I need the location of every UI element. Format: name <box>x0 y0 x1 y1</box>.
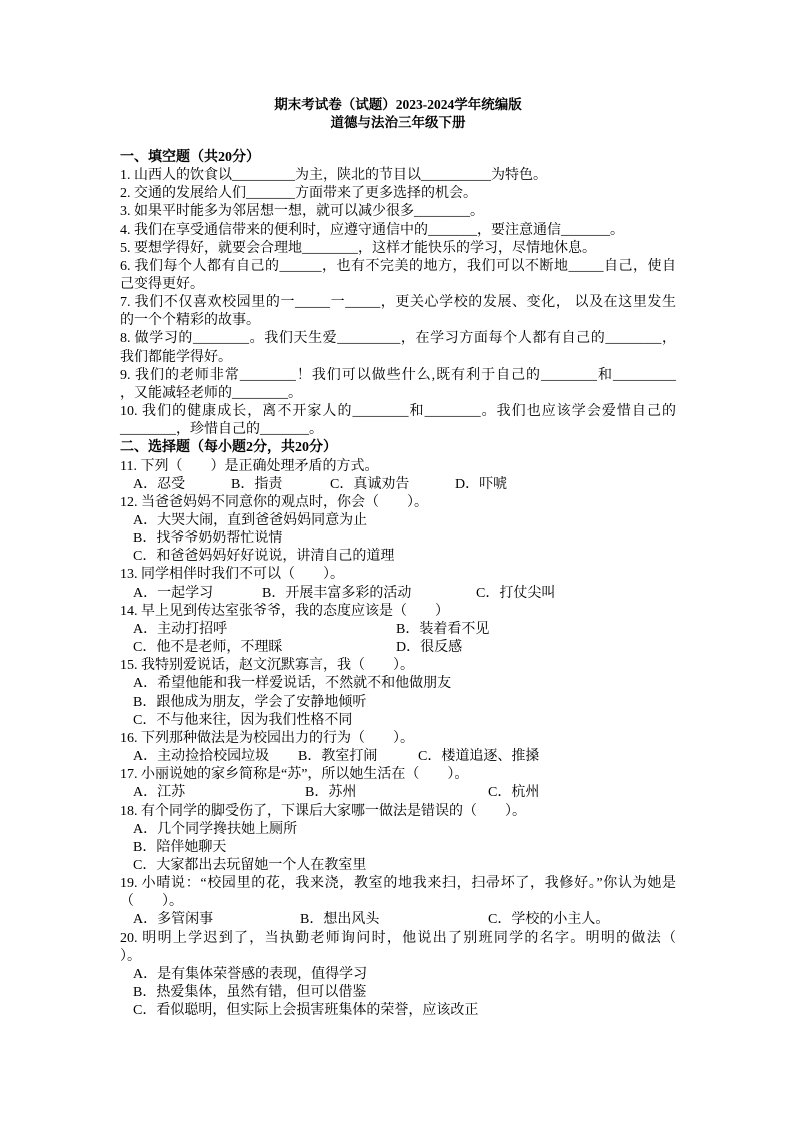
question-text: 14. 早上见到传达室张爷爷，我的态度应该是（ ） <box>120 603 449 619</box>
header-spacer <box>120 132 676 149</box>
option-a: A．希望他能和我一样爱说话，不然就不和他做朋友 <box>133 676 452 692</box>
question-6 <box>120 258 676 294</box>
option-c: C．不与他来往，因为我们性格不同 <box>133 712 353 728</box>
option-c: C．他不是老师，不理睬 <box>133 640 283 656</box>
question-text: 20. 明明上学迟到了，当执勤老师询问时，他说出了别班同学的名字。明明的做法（ <box>120 930 676 946</box>
option-a: A．主动打招呼 <box>133 621 228 637</box>
question-text-continued: 的一个个精彩的故事。 <box>120 313 260 329</box>
question-4 <box>120 222 676 240</box>
option-a: A．是有集体荣誉感的表现，值得学习 <box>133 966 368 982</box>
question-3 <box>120 203 676 221</box>
question-11 <box>120 458 676 494</box>
option-row <box>120 748 676 766</box>
option-c: C．看似聪明，但实际上会损害班集体的荣誉，应该改正 <box>133 1003 479 1019</box>
question-15 <box>120 657 676 730</box>
exam-title: 期末考试卷（试题）2023-2024学年统编版 <box>274 97 522 112</box>
option-c: C．杭州 <box>488 785 540 801</box>
question-text: 6. 我们每个人都有自己的______，也有不完美的地方，我们可以不断地_____自己，使自 <box>120 258 676 274</box>
option-row <box>120 911 676 929</box>
question-text: 9. 我们的老师非常________！我们可以做些什么,既有利于自己的________和_________ <box>120 367 676 383</box>
question-text: 13. 同学相伴时我们不可以（ ）。 <box>120 567 344 583</box>
question-text-continued: （ ）。 <box>120 894 183 910</box>
question-18 <box>120 803 676 876</box>
question-7 <box>120 294 676 330</box>
option-a: A．多管闲事 <box>133 912 214 928</box>
question-5 <box>120 240 676 258</box>
option-row <box>120 621 676 639</box>
question-19 <box>120 875 676 929</box>
option-c: C．打仗尖叫 <box>476 585 556 601</box>
question-14 <box>120 603 676 657</box>
question-8 <box>120 330 676 366</box>
option-a: A．大哭大闹，直到爸爸妈妈同意为止 <box>133 513 368 529</box>
option-row <box>120 784 676 802</box>
option-c: C．楼道追逐、推搡 <box>418 749 540 765</box>
question-text-continued: ，又能减轻老师的________。 <box>120 385 302 401</box>
option-a: A．忍受 <box>133 476 186 492</box>
option-a: A．几个同学搀扶她上厕所 <box>133 821 298 837</box>
option-a: A．一起学习 <box>133 585 214 601</box>
question-text: 7. 我们不仅喜欢校园里的一_____一_____，更关心学校的发展、变化， 以及在这里发生 <box>120 295 676 311</box>
option-row <box>120 639 676 657</box>
option-b: B．开展丰富多彩的活动 <box>262 585 412 601</box>
option-b: B．跟他成为朋友，学会了安静地倾听 <box>133 694 367 710</box>
exam-content <box>120 96 676 1020</box>
option-d: D．吓唬 <box>455 476 508 492</box>
question-text: 5. 要想学得好，就要会合理地________，这样才能快乐的学习，尽情地休息。 <box>120 240 596 256</box>
question-text: 11. 下列（ ）是正确处理矛盾的方式。 <box>120 458 379 474</box>
option-b: B．想出风头 <box>300 912 380 928</box>
question-text: 4. 我们在享受通信带来的便利时，应遵守通信中的_______，要注意通信_______。 <box>120 222 624 238</box>
question-text: 18. 有个同学的脚受伤了，下课后大家哪一做法是错误的（ ）。 <box>120 803 526 819</box>
question-text: 12. 当爸爸妈妈不同意你的观点时，你会（ ）。 <box>120 494 428 510</box>
question-12 <box>120 494 676 567</box>
question-text: 15. 我特别爱说话，赵文沉默寡言，我（ ）。 <box>120 658 414 674</box>
question-9 <box>120 367 676 403</box>
question-2 <box>120 185 676 203</box>
option-b: B．指责 <box>231 476 283 492</box>
option-b: B．找爷爷奶奶帮忙说情 <box>133 531 283 547</box>
question-text-continued: ________，珍惜自己的_______。 <box>120 422 323 438</box>
question-text: 8. 做学习的________。我们天生爱_________，在学习方面每个人都有自己的________， <box>120 331 676 347</box>
question-17 <box>120 766 676 802</box>
question-text-continued: 我们都能学得好。 <box>120 349 232 365</box>
question-text: 16. 下列那种做法是为校园出力的行为（ ）。 <box>120 730 414 746</box>
question-text: 2. 交通的发展给人们_______方面带来了更多选择的机会。 <box>120 186 477 202</box>
question-text: 1. 山西人的饮食以_________为主，陕北的节目以__________为特色。 <box>120 168 547 184</box>
option-b: B．装着看不见 <box>396 621 490 637</box>
question-20 <box>120 930 676 1021</box>
question-text: 10. 我们的健康成长，离不开家人的________和________。我们也应该学会爱惜自己的 <box>120 404 676 420</box>
option-c: C．大家都出去玩留她一个人在教室里 <box>133 857 367 873</box>
question-13 <box>120 566 676 602</box>
option-a: A．主动捡拾校园垃圾 <box>133 749 270 765</box>
question-text: 17. 小丽说她的家乡简称是“苏”，所以她生活在（ ）。 <box>120 767 469 783</box>
option-b: B．陪伴她聊天 <box>133 839 227 855</box>
option-c: C．学校的小主人。 <box>488 912 610 928</box>
question-text-continued: 己变得更好。 <box>120 276 204 292</box>
option-c: C．和爸爸妈妈好好说说，讲清自己的道理 <box>133 549 395 565</box>
option-c: C．真诚劝告 <box>330 476 410 492</box>
question-text-continued: ）。 <box>120 948 141 964</box>
question-10 <box>120 403 676 439</box>
exam-subtitle: 道德与法治三年级下册 <box>330 115 466 130</box>
option-d: D．很反感 <box>396 640 463 656</box>
section-heading-choice: 二、选择题（每小题2分，共20分） <box>120 440 337 456</box>
question-text: 19. 小晴说：“校园里的花，我来浇，教室的地我来扫，扫帚坏了，我修好。”你认为她是 <box>120 876 676 892</box>
option-row <box>120 476 676 494</box>
question-16 <box>120 730 676 766</box>
option-a: A．江苏 <box>133 785 186 801</box>
section-heading-fill-in: 一、填空题（共20分） <box>120 149 260 165</box>
option-b: B．热爱集体，虽然有错，但可以借鉴 <box>133 985 367 1001</box>
question-text: 3. 如果平时能多为邻居想一想，就可以减少很多________。 <box>120 204 484 220</box>
question-1 <box>120 167 676 185</box>
option-b: B．苏州 <box>305 785 357 801</box>
option-row <box>120 585 676 603</box>
option-b: B．教室打闹 <box>298 749 378 765</box>
